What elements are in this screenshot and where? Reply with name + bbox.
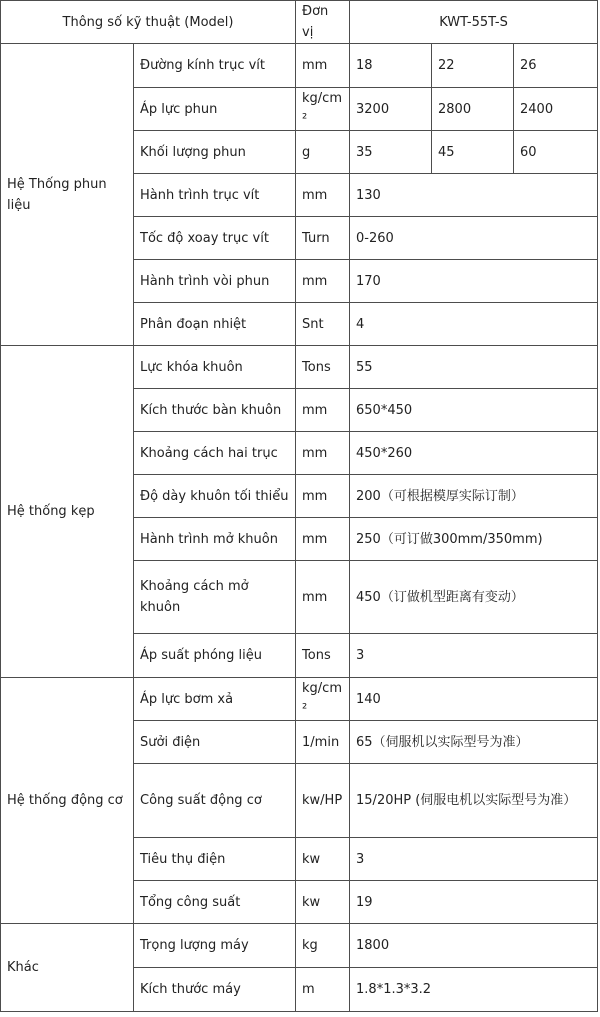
value-cell: 35 <box>350 131 432 174</box>
param-cell: Độ dày khuôn tối thiểu <box>134 475 296 518</box>
value-cell: 450（订做机型距离有变动） <box>350 561 598 634</box>
value-cell: 1800 <box>350 924 598 968</box>
group-clamping: Hệ thống kẹp <box>1 346 134 678</box>
unit-cell: mm <box>296 518 350 561</box>
value-cell: 60 <box>514 131 598 174</box>
value-cell: 450*260 <box>350 432 598 475</box>
unit-header: Đơn vị <box>296 1 350 44</box>
value-cell: 3 <box>350 838 598 881</box>
unit-cell: mm <box>296 174 350 217</box>
value-cell: 650*450 <box>350 389 598 432</box>
param-cell: Tiêu thụ điện <box>134 838 296 881</box>
value-cell: 26 <box>514 44 598 88</box>
param-cell: Kích thước máy <box>134 968 296 1012</box>
unit-cell: kw <box>296 881 350 924</box>
param-cell: Áp lực phun <box>134 88 296 131</box>
unit-cell: Turn <box>296 217 350 260</box>
group-injection: Hệ Thống phun liệu <box>1 44 134 346</box>
unit-cell: mm <box>296 389 350 432</box>
value-cell: 22 <box>432 44 514 88</box>
unit-cell: m <box>296 968 350 1012</box>
unit-cell: 1/min <box>296 721 350 764</box>
param-cell: Áp suất phóng liệu <box>134 634 296 678</box>
param-cell: Sưởi điện <box>134 721 296 764</box>
value-cell: 140 <box>350 678 598 721</box>
value-cell: 15/20HP (伺服电机以实际型号为准） <box>350 764 598 838</box>
unit-cell: mm <box>296 44 350 88</box>
param-cell: Phân đoạn nhiệt <box>134 303 296 346</box>
value-cell: 200（可根据模厚实际订制） <box>350 475 598 518</box>
param-cell: Áp lực bơm xả <box>134 678 296 721</box>
unit-cell: mm <box>296 432 350 475</box>
param-cell: Hành trình mở khuôn <box>134 518 296 561</box>
table-row <box>1 44 598 88</box>
spec-header: Thông số kỹ thuật (Model) <box>1 1 296 44</box>
group-motor: Hệ thống động cơ <box>1 678 134 924</box>
value-cell: 2400 <box>514 88 598 131</box>
model-header: KWT-55T-S <box>350 1 598 44</box>
param-cell: Đường kính trục vít <box>134 44 296 88</box>
param-cell: Lực khóa khuôn <box>134 346 296 389</box>
unit-cell: Tons <box>296 634 350 678</box>
value-cell: 19 <box>350 881 598 924</box>
param-cell: Khối lượng phun <box>134 131 296 174</box>
param-cell: Hành trình trục vít <box>134 174 296 217</box>
unit-cell: Snt <box>296 303 350 346</box>
value-cell: 130 <box>350 174 598 217</box>
value-cell: 3 <box>350 634 598 678</box>
value-cell: 4 <box>350 303 598 346</box>
param-cell: Hành trình vòi phun <box>134 260 296 303</box>
unit-cell: mm <box>296 475 350 518</box>
unit-cell: mm <box>296 260 350 303</box>
header-row <box>1 1 598 44</box>
value-cell: 2800 <box>432 88 514 131</box>
unit-cell: kw <box>296 838 350 881</box>
value-cell: 170 <box>350 260 598 303</box>
param-cell: Trọng lượng máy <box>134 924 296 968</box>
param-cell: Công suất động cơ <box>134 764 296 838</box>
value-cell: 45 <box>432 131 514 174</box>
unit-cell: mm <box>296 561 350 634</box>
unit-cell: kg <box>296 924 350 968</box>
value-cell: 18 <box>350 44 432 88</box>
unit-cell: kg/cm² <box>296 678 350 721</box>
table-row <box>1 678 598 721</box>
param-cell: Tổng công suất <box>134 881 296 924</box>
unit-cell: kw/HP <box>296 764 350 838</box>
value-cell: 0-260 <box>350 217 598 260</box>
value-cell: 3200 <box>350 88 432 131</box>
table-row <box>1 346 598 389</box>
unit-cell: Tons <box>296 346 350 389</box>
value-cell: 55 <box>350 346 598 389</box>
value-cell: 1.8*1.3*3.2 <box>350 968 598 1012</box>
table-row <box>1 924 598 968</box>
param-cell: Kích thước bàn khuôn <box>134 389 296 432</box>
group-other: Khác <box>1 924 134 1012</box>
unit-cell: g <box>296 131 350 174</box>
value-cell: 65（伺服机以实际型号为准） <box>350 721 598 764</box>
unit-cell: kg/cm² <box>296 88 350 131</box>
param-cell: Khoảng cách mở khuôn <box>134 561 296 634</box>
param-cell: Khoảng cách hai trục <box>134 432 296 475</box>
value-cell: 250（可订做300mm/350mm) <box>350 518 598 561</box>
param-cell: Tốc độ xoay trục vít <box>134 217 296 260</box>
